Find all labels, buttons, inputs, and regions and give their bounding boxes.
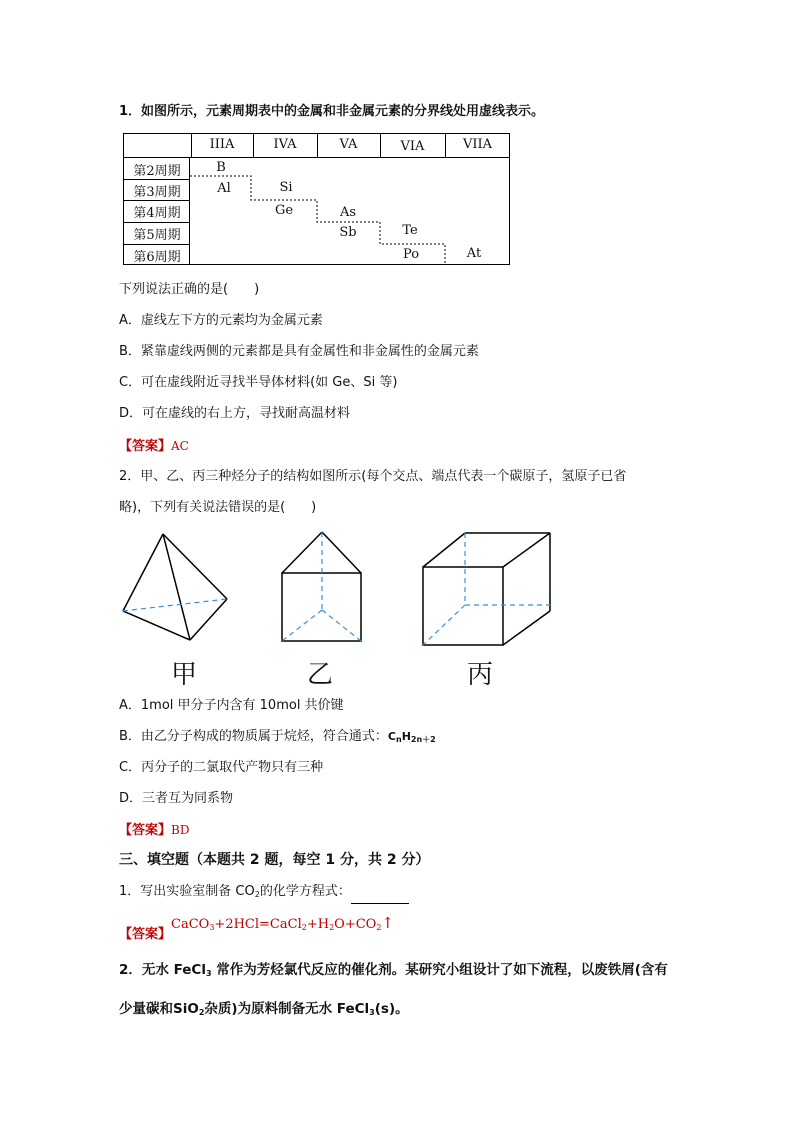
figure-label-jia: 甲	[171, 660, 198, 690]
q3-stem	[119, 883, 409, 904]
element-symbol: B	[216, 160, 226, 175]
element-symbol: As	[339, 205, 357, 220]
formula-sub: n	[396, 735, 402, 744]
stem-text: 常作为芳烃氯代反应的催化剂。某研究小组设计了如下流程，以废铁屑(含有	[211, 962, 668, 978]
group-header: VIIA	[462, 137, 493, 152]
q1-prompt: 下列说法正确的是( )	[119, 282, 260, 297]
q1-option-b: B．紧靠虚线两侧的元素都是具有金属性和非金属性的金属元素	[119, 344, 479, 359]
periodic-table	[123, 133, 510, 265]
period-label: 第5周期	[133, 228, 181, 243]
formula-h: H	[401, 730, 411, 743]
eq-part: +2HCl=CaCl	[214, 917, 302, 932]
q4-line2	[119, 1000, 409, 1022]
gas-arrow: ↑	[381, 914, 394, 932]
answer-tag: 【答案】	[119, 439, 172, 454]
figure-label-bing: 丙	[467, 660, 494, 690]
cube-figure	[423, 533, 550, 645]
eq-sub: 2	[329, 923, 335, 932]
formula-sub: 2n＋2	[410, 735, 436, 744]
element-symbol: Sb	[339, 225, 357, 240]
group-header: VA	[339, 137, 358, 152]
q2-stem-line2: 略)，下列有关说法错误的是( )	[119, 500, 317, 515]
period-label: 第2周期	[133, 164, 181, 179]
stem-text: 1．写出实验室制备 CO	[119, 884, 255, 899]
general-formula	[388, 730, 436, 743]
section-heading: 三、填空题（本题共 2 题，每空 1 分，共 2 分）	[119, 852, 430, 868]
element-symbol: Po	[402, 247, 420, 262]
q2-answer	[119, 821, 189, 840]
answer-value: AC	[171, 439, 189, 453]
stem-text: 少量碳和SiO	[119, 1001, 199, 1017]
eq-sub: 2	[301, 923, 307, 932]
q2-option-b	[119, 728, 436, 749]
eq-sub: 3	[209, 923, 215, 932]
stem-text: 2．无水 FeCl	[119, 962, 206, 978]
eq-part: CaCO	[171, 917, 210, 932]
period-label: 第3周期	[133, 185, 181, 200]
element-symbol: Te	[402, 223, 418, 238]
stem-text: 的化学方程式：	[259, 884, 351, 899]
period-label: 第4周期	[133, 206, 181, 221]
figure-label-yi: 乙	[307, 660, 334, 690]
answer-tag: 【答案】	[119, 927, 172, 942]
subscript: 2	[254, 890, 260, 899]
stem-text: 杂质)为原料制备无水 FeCl	[204, 1001, 370, 1017]
tetrahedron-figure	[123, 534, 227, 640]
q1-option-c: C．可在虚线附近寻找半导体材料(如 Ge、Si 等)	[119, 375, 398, 390]
subscript: 3	[205, 969, 212, 978]
option-text: B．由乙分子构成的物质属于烷烃，符合通式：	[119, 729, 388, 744]
element-symbol: Ge	[274, 203, 294, 218]
q3-answer	[119, 914, 394, 943]
eq-sub: 2	[376, 923, 382, 932]
element-symbol: At	[466, 246, 482, 261]
q1-option-a: A．虚线左下方的元素均为金属元素	[119, 313, 323, 328]
q2-option-d: D．三者互为同系物	[119, 791, 234, 806]
answer-value: BD	[171, 823, 190, 837]
eq-part: +H	[306, 917, 330, 932]
prism-figure	[282, 532, 361, 641]
formula-c: C	[387, 730, 396, 743]
q1-option-d: D．可在虚线的右上方，寻找耐高温材料	[119, 406, 351, 421]
period-label: 第6周期	[133, 250, 181, 265]
element-symbol: Si	[279, 180, 293, 195]
group-header: IIIA	[209, 137, 235, 152]
chemical-equation	[171, 914, 394, 932]
eq-part: O+CO	[334, 917, 377, 932]
q4-line1	[119, 961, 668, 983]
q2-stem-line1: 2．甲、乙、丙三种烃分子的结构如图所示(每个交点、端点代表一个碳原子，氢原子已省	[119, 469, 627, 484]
element-symbol: Al	[217, 181, 231, 196]
subscript: 2	[198, 1008, 205, 1017]
subscript: 3	[369, 1008, 375, 1017]
answer-blank[interactable]	[351, 889, 409, 904]
answer-tag: 【答案】	[119, 823, 172, 838]
q2-option-a: A．1mol 甲分子内含有 10mol 共价键	[119, 698, 344, 713]
group-header: VIA	[400, 139, 425, 154]
hydrocarbon-figures	[110, 525, 560, 655]
q2-option-c: C．丙分子的二氯取代产物只有三种	[119, 760, 324, 775]
q1-answer	[119, 437, 189, 456]
group-header: IVA	[273, 137, 297, 152]
stem-text: (s)。	[374, 1001, 409, 1017]
q1-stem: 1．如图所示，元素周期表中的金属和非金属元素的分界线处用虚线表示。	[119, 104, 545, 119]
